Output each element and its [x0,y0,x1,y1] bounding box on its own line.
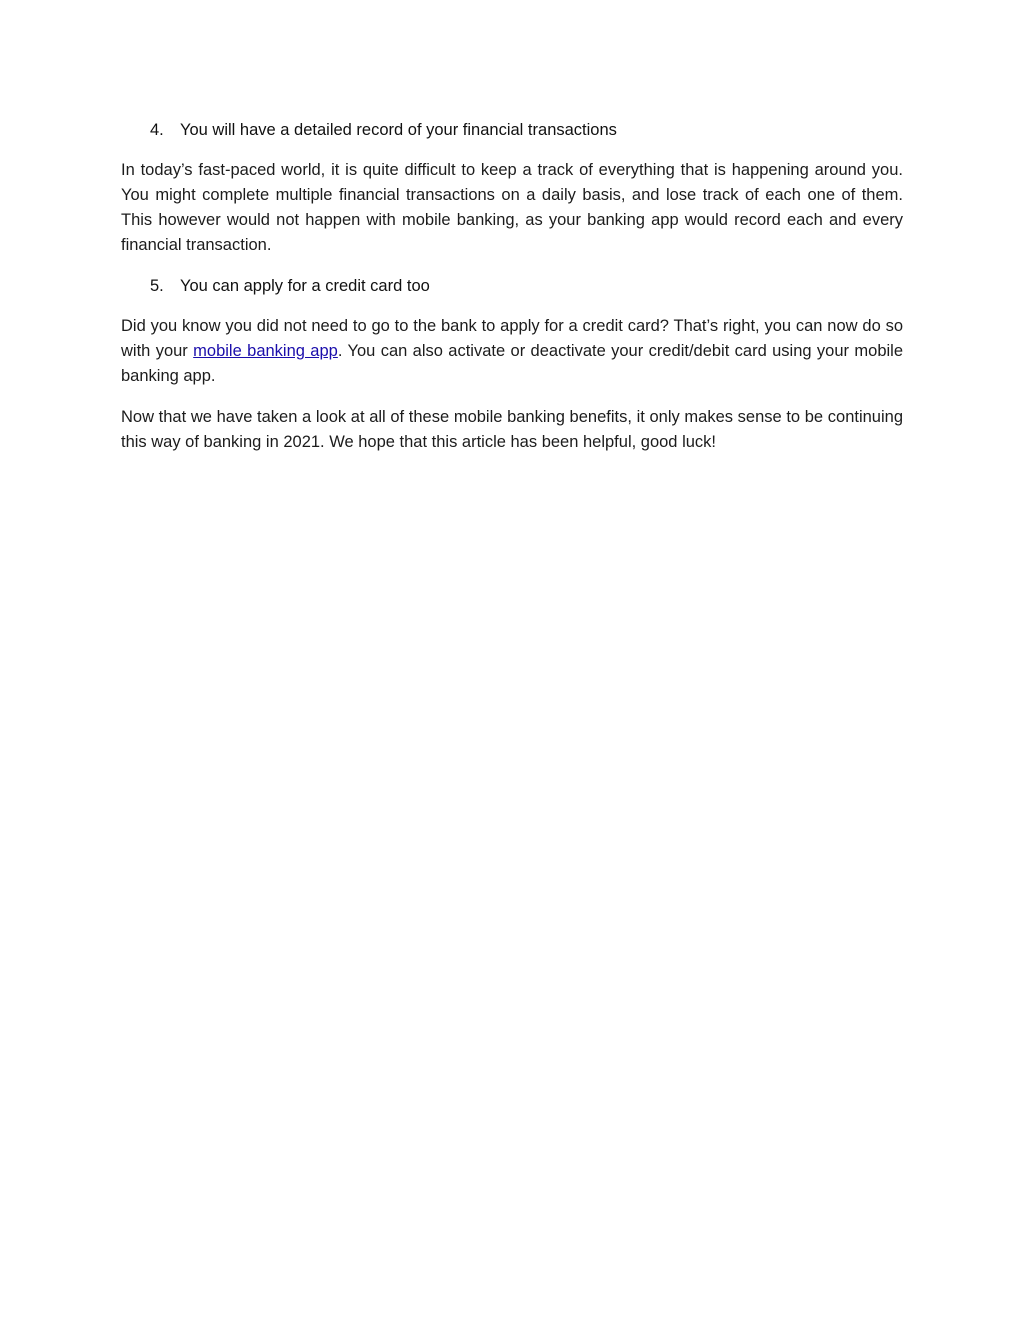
section-5-heading [121,274,903,298]
section-5-text-after-link: . You can also activate or deactivate your credit/debit card using your mobile banking app. [121,342,904,385]
document-page [121,118,903,471]
section-5-title: You can apply for a credit card too [180,277,430,295]
section-5-text-before-link: Did you know you did not need to go to the bank to apply for a credit card? That’s right, you can now do so with your [121,317,903,360]
section-4-heading [121,118,903,142]
section-5-paragraph [121,314,903,389]
section-5-number: 5. [150,277,164,295]
section-4-number: 4. [150,121,164,139]
section-4-title: You will have a detailed record of your financial transactions [180,121,617,139]
section-4-paragraph: In today’s fast-paced world, it is quite difficult to keep a track of everything that is happening around you. You might complete multiple financial transactions on a daily basis, and lose track of each one of them. This however would not happen with mobile banking, as your banking app would record each and every financial transaction. [121,161,903,254]
conclusion-paragraph: Now that we have taken a look at all of these mobile banking benefits, it only makes sense to be continuing this way of banking in 2021. We hope that this article has been helpful, good luck! [121,408,903,451]
mobile-banking-app-link[interactable]: mobile banking app [193,342,338,360]
